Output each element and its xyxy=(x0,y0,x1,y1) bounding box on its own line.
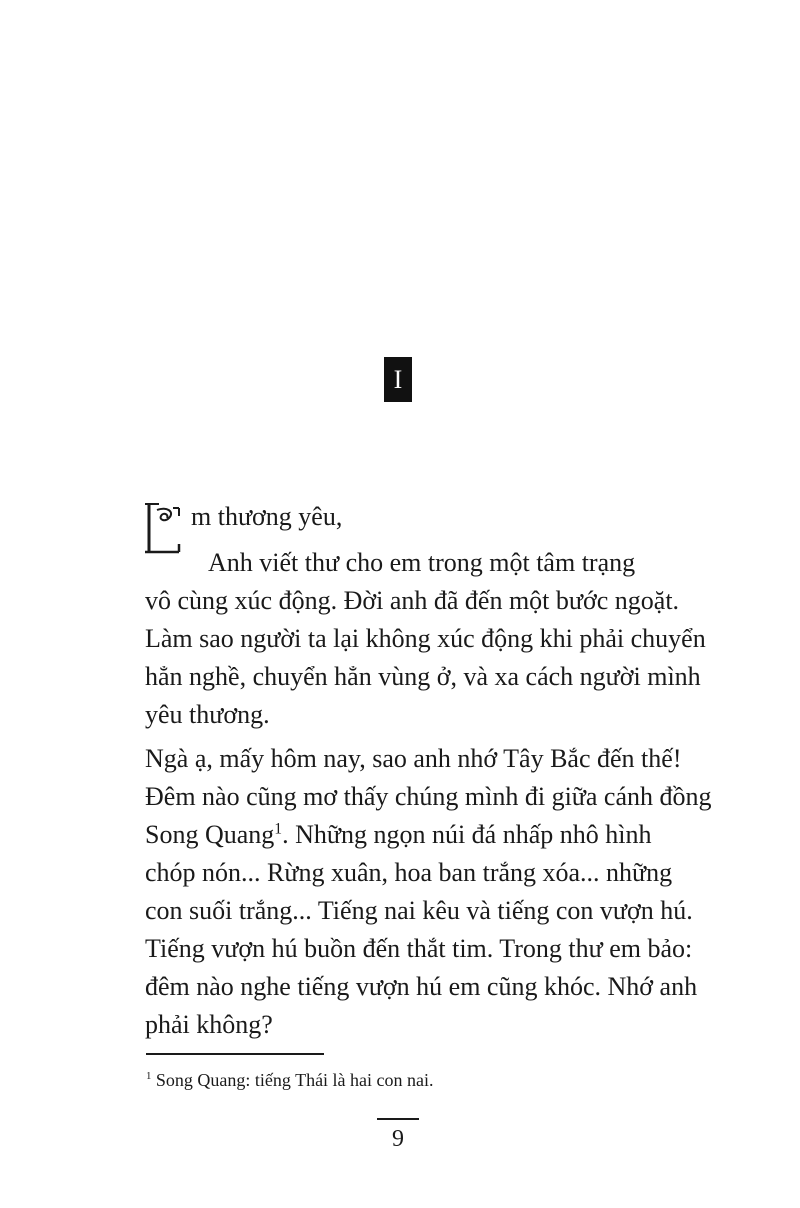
paragraph-2-line-8: phải không? xyxy=(145,1010,273,1039)
paragraph-2-line-4: chóp nón... Rừng xuân, hoa ban trắng xóa... những xyxy=(145,858,673,887)
chapter-number: I xyxy=(393,365,403,394)
chapter-number-box xyxy=(384,357,412,402)
paragraph-1-line-3: Làm sao người ta lại không xúc động khi phải chuyển xyxy=(145,624,706,653)
dropcap-e-ornament xyxy=(145,500,185,558)
paragraph-1-line-2: vô cùng xúc động. Đời anh đã đến một bước ngoặt. xyxy=(145,586,680,615)
dropcap-letter: E xyxy=(143,500,144,501)
letter-body xyxy=(143,496,712,1050)
salutation-text: m thương yêu, xyxy=(191,502,343,531)
paragraph-2-line-1: Ngà ạ, mấy hôm nay, sao anh nhớ Tây Bắc đến thế! xyxy=(145,744,682,773)
paragraph-2-line-6: Tiếng vượn hú buồn đến thắt tim. Trong thư em bảo: xyxy=(145,934,693,963)
page-number: 9 xyxy=(392,1126,404,1152)
paragraph-1-line-4: hẳn nghề, chuyển hẳn vùng ở, và xa cách người mình xyxy=(145,662,701,691)
paragraph-2-line-7: đêm nào nghe tiếng vượn hú em cũng khóc. Nhớ anh xyxy=(145,972,698,1001)
paragraph-2 xyxy=(145,740,712,1044)
song-quang-term: Song Quang xyxy=(145,820,275,849)
footnote-reference[interactable]: 1 xyxy=(274,820,283,838)
paragraph-1-line-1: Anh viết thư cho em trong một tâm trạng xyxy=(208,548,636,577)
paragraph-2-line-3 xyxy=(145,816,685,854)
paragraph-1-line-5: yêu thương. xyxy=(145,700,270,729)
paragraph-2-line-2: Đêm nào cũng mơ thấy chúng mình đi giữa cánh đồng xyxy=(145,782,712,811)
footnote-divider xyxy=(146,1053,324,1055)
paragraph-1 xyxy=(145,544,706,734)
footnote-marker: 1 xyxy=(146,1070,152,1082)
footnote-text: Song Quang: tiếng Thái là hai con nai. xyxy=(155,1070,434,1090)
footnote xyxy=(146,1068,434,1092)
paragraph-2-line-3-rest: . Những ngọn núi đá nhấp nhô hình xyxy=(282,820,652,849)
salutation xyxy=(145,496,685,544)
paragraph-2-line-5: con suối trắng... Tiếng nai kêu và tiếng con vượn hú. xyxy=(145,896,693,925)
page-number-rule xyxy=(377,1118,419,1120)
